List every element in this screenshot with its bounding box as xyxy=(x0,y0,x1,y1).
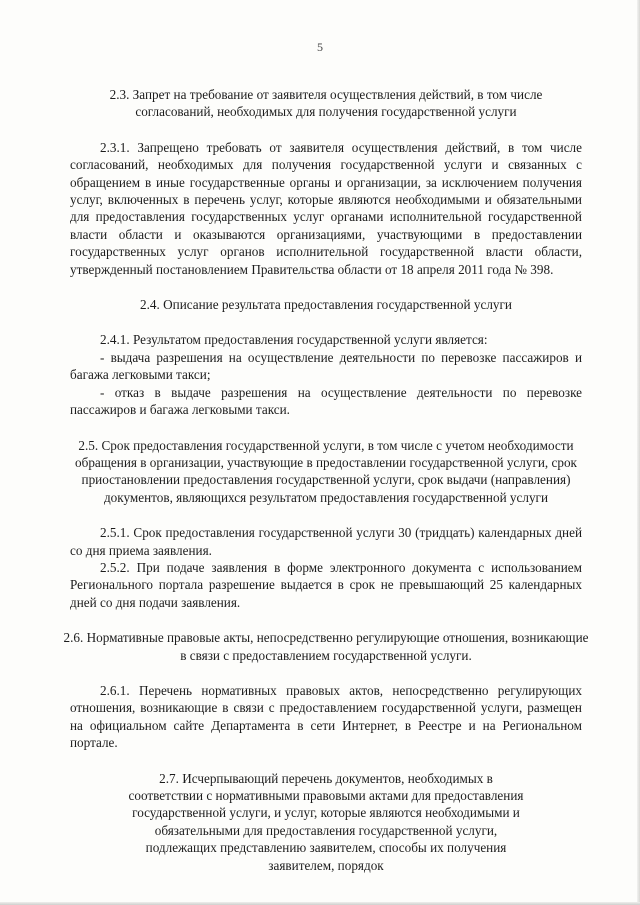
section-2-5-heading: 2.5. Срок предоставления государственной услуги, в том числе с учетом необходимости обращения в организации, участвующие в предоставлении государственной услуги, срок приостановлении предоставления государственной услуги, срок выдачи (направления) документов, являющихся результатом предоставления государственной услуги xyxy=(75,437,577,505)
section-2-3-1-paragraph: 2.3.1. Запрещено требовать от заявителя осуществления действий, в том числе согласований, необходимых для получения государственной услуги и связанных с обращением в иные государственные органы и организации, за исключением получения услуг, включенных в перечень услуг, которые являются необходимыми и обязательными для предоставления государственных услуг органами исполнительной государственной власти области и оказываются организациями, участвующими в предоставлении государственных услуг органов исполнительной государственной власти области, утвержденный постановлением Правительства области от 18 апреля 2011 года № 398. xyxy=(70,139,582,277)
section-2-4-1-item-2: - отказ в выдаче разрешения на осуществление деятельности по перевозке пассажиров и багажа легковыми такси. xyxy=(70,384,582,418)
document-body xyxy=(63,86,589,874)
section-2-4-1-paragraph: 2.4.1. Результатом предоставления государственной услуги является: xyxy=(100,332,488,348)
section-2-7-heading: 2.7. Исчерпывающий перечень документов, необходимых в соответствии с нормативными правовыми актами для предоставления государственной услуги, и услуг, которые являются необходимыми и обязательными для предоставления государственной услуги, подлежащих представлению заявителем, способы их получения заявителем, порядок xyxy=(128,770,524,873)
page-number: 5 xyxy=(317,40,323,54)
section-2-6-1-paragraph: 2.6.1. Перечень нормативных правовых актов, непосредственно регулирующих отношения, возникающие в связи с предоставлением государственной услуги, размещен на официальном сайте Департамента в сети Интернет, в Реестре и на Региональном портале. xyxy=(70,682,582,751)
section-2-4-1-item-1: - выдача разрешения на осуществление деятельности по перевозке пассажиров и багажа легковыми такси; xyxy=(70,349,582,383)
section-2-5-1-paragraph: 2.5.1. Срок предоставления государственной услуги 30 (тридцать) календарных дней со дня приема заявления. xyxy=(70,525,582,558)
section-2-4-heading: 2.4. Описание результата предоставления государственной услуги xyxy=(140,297,512,313)
section-2-6-heading: 2.6. Нормативные правовые акты, непосредственно регулирующие отношения, возникающие в связи с предоставлением государственной услуги. xyxy=(63,630,589,663)
section-2-5-2-paragraph: 2.5.2. При подаче заявления в форме электронного документа с использованием Регионального портала разрешение выдается в срок не превышающий 25 календарных дней со дня подачи заявления. xyxy=(70,559,582,610)
section-2-3-heading: 2.3. Запрет на требование от заявителя осуществления действий, в том числе согласований, необходимых для получения государственной услуги xyxy=(109,87,543,120)
